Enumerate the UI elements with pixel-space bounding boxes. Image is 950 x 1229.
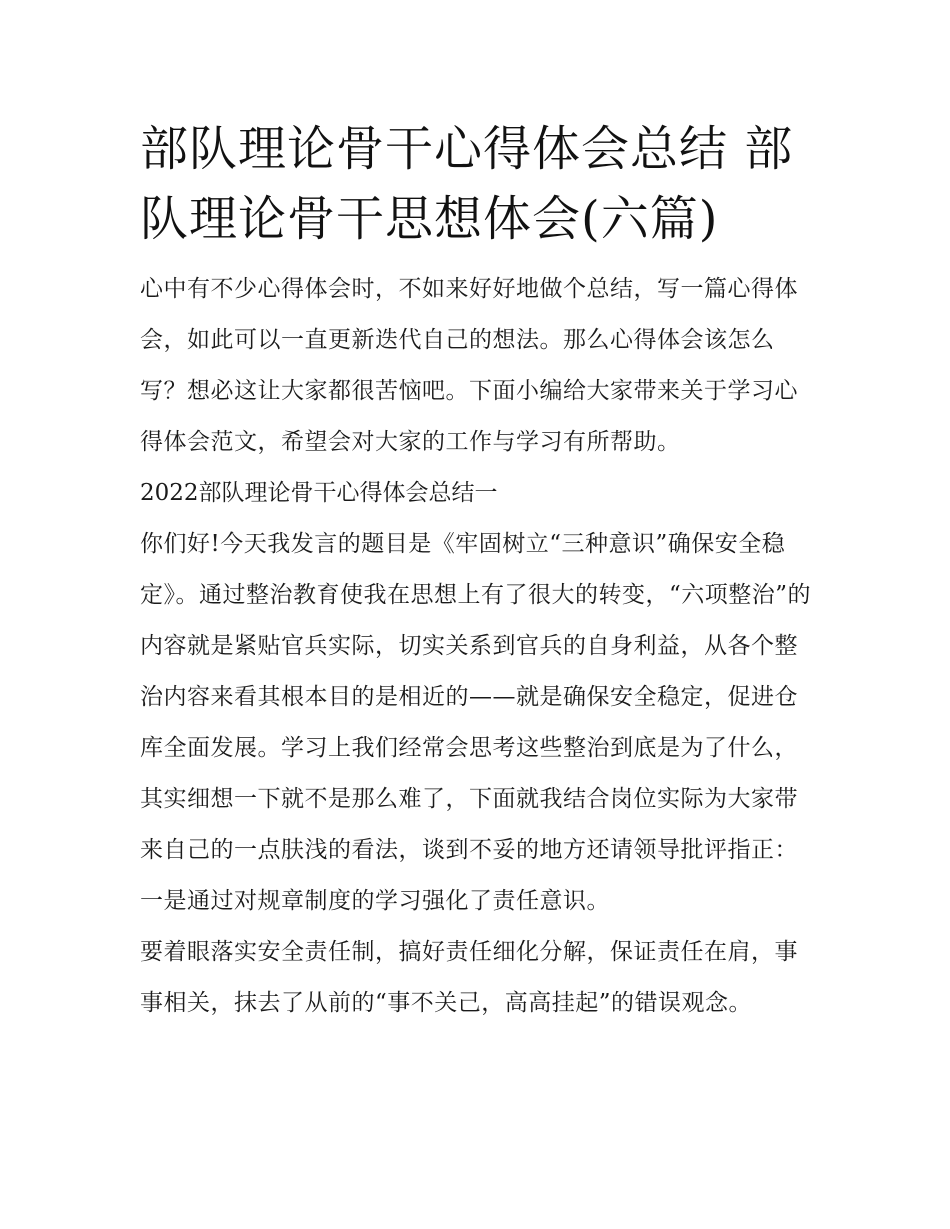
section-heading: 2022部队理论骨干心得体会总结一 [140,480,498,506]
body-paragraph-speech: 你们好!今天我发言的题目是《牢固树立“三种意识”确保安全稳定》。通过整治教育使我在思想上有了很大的转变，“六项整治”的内容就是紧贴官兵实际，切实关系到官兵的自身利益，从各个整治内容来看其根本目的是相近的——就是确保安全稳定，促进仓库全面发展。学习上我们经常会思考这些整治到底是为了什么，其实细想一下就不是那么难了，下面就我结合岗位实际为大家带来自己的一点肤浅的看法，谈到不妥的地方还请领导批评指正： [140,531,812,863]
body-paragraph-point-one: 一是通过对规章制度的学习强化了责任意识。 [140,888,610,914]
document-title: 部队理论骨干心得体会总结 部队理论骨干思想体会(六篇) [140,121,794,247]
document-body [140,114,820,1029]
body-paragraph-responsibility: 要着眼落实安全责任制，搞好责任细化分解，保证责任在肩，事事相关，抹去了从前的“事不关己，高高挂起”的错误观念。 [140,939,798,1016]
intro-paragraph: 心中有不少心得体会时，不如来好好地做个总结，写一篇心得体会，如此可以一直更新迭代自己的想法。那么心得体会该怎么写？想必这让大家都很苦恼吧。下面小编给大家带来关于学习心得体会范文，希望会对大家的工作与学习有所帮助。 [140,276,798,455]
